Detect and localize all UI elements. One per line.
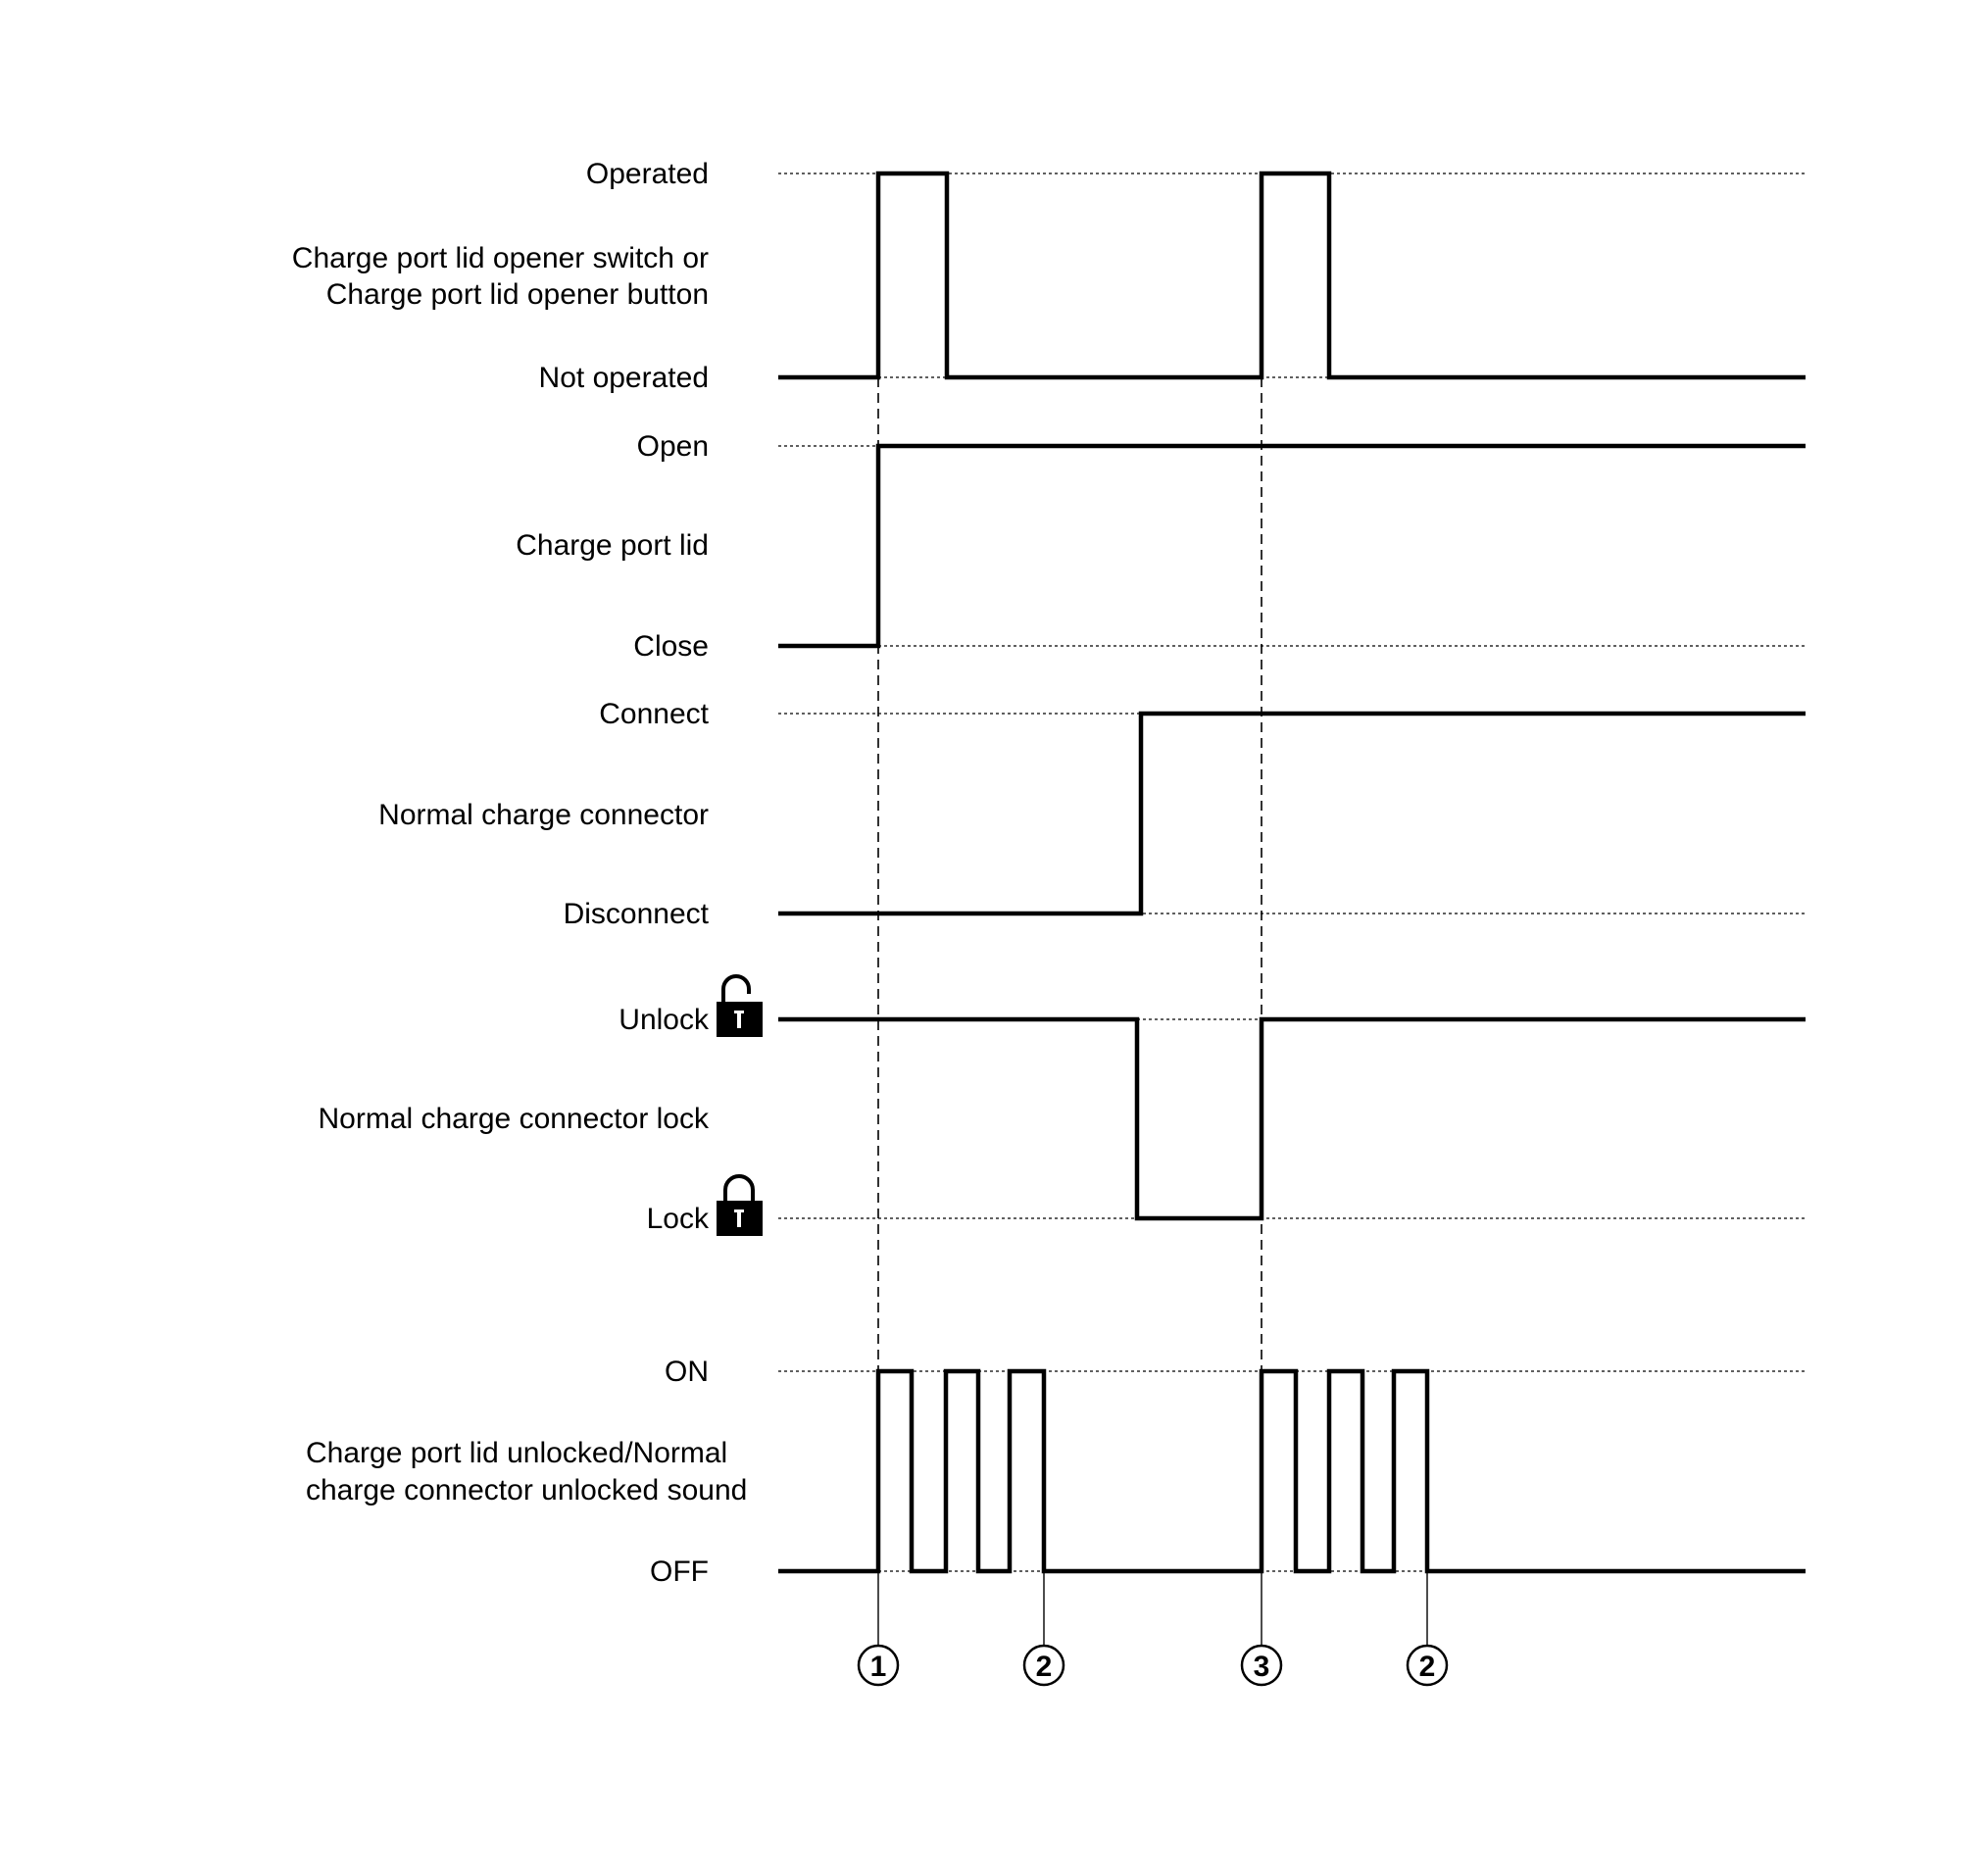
switch-waveform (778, 173, 1806, 377)
switch-signal-name: Charge port lid opener button (325, 278, 709, 311)
lid-waveform (778, 446, 1806, 646)
connector-signal-name: Normal charge connector (378, 799, 709, 831)
locked-padlock-icon (717, 1176, 763, 1236)
connector-low-label: Disconnect (563, 898, 709, 930)
event-marker-number: 2 (1035, 1651, 1053, 1683)
event-marker-number: 2 (1418, 1651, 1436, 1683)
event-marker-number: 3 (1253, 1651, 1270, 1683)
sound-signal-name: charge connector unlocked sound (306, 1474, 748, 1506)
lid-signal-name: Charge port lid (516, 529, 709, 562)
sound-waveform (778, 1371, 1806, 1571)
lock-waveform (778, 1019, 1806, 1218)
switch-high-label: Operated (585, 158, 709, 190)
event-marker-number: 1 (869, 1651, 887, 1683)
lock-high-label: Unlock (619, 1004, 709, 1036)
lid-low-label: Close (633, 630, 709, 663)
sound-low-label: OFF (650, 1555, 709, 1588)
lid-high-label: Open (636, 430, 709, 463)
sound-high-label: ON (665, 1356, 709, 1388)
connector-high-label: Connect (599, 698, 709, 730)
switch-signal-name: Charge port lid opener switch or (291, 242, 709, 274)
lock-low-label: Lock (646, 1203, 709, 1235)
unlocked-padlock-icon (717, 976, 763, 1037)
connector-waveform (778, 714, 1806, 913)
sound-signal-name: Charge port lid unlocked/Normal (306, 1437, 728, 1469)
switch-low-label: Not operated (538, 362, 709, 394)
lock-signal-name: Normal charge connector lock (318, 1103, 709, 1135)
